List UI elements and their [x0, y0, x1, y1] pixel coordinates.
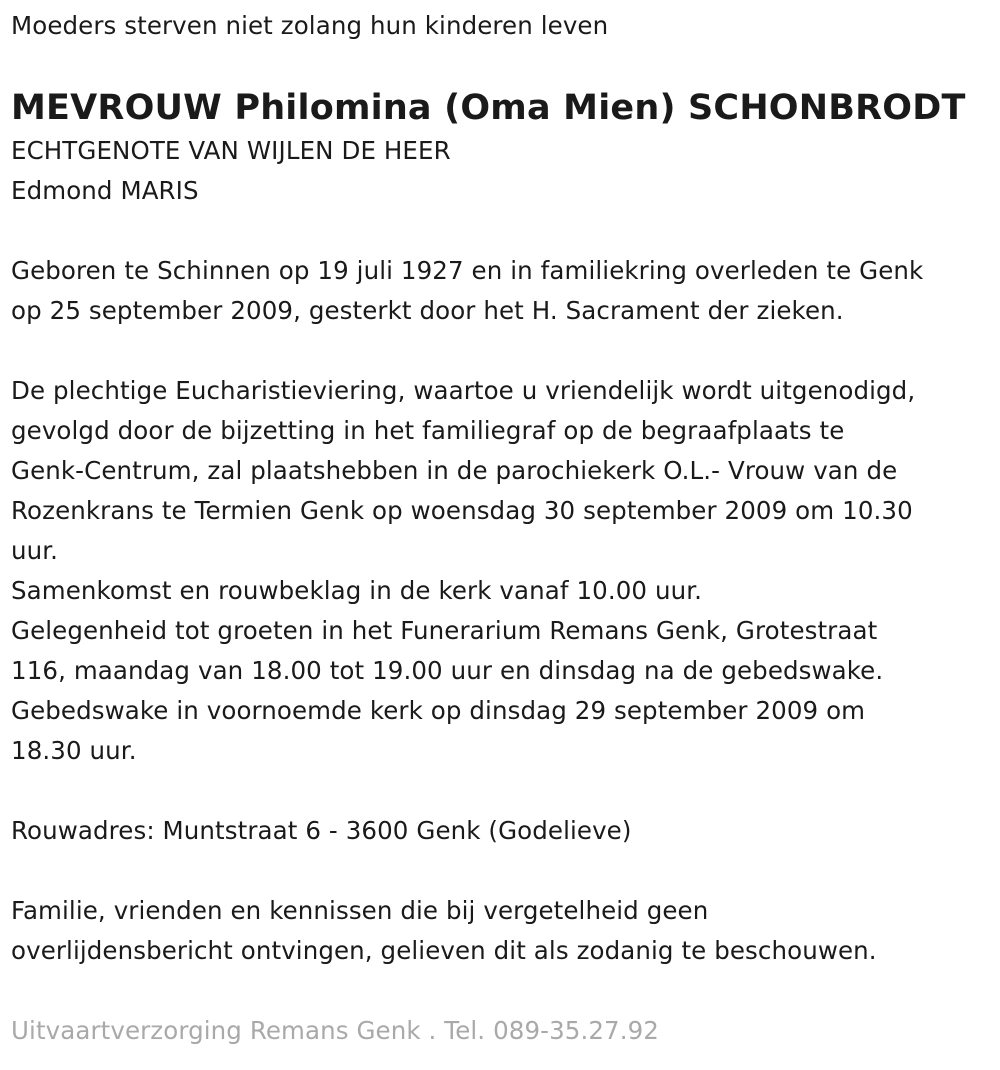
paragraph-line: De plechtige Eucharistieviering, waartoe u vriendelijk wordt uitgenodigd,: [11, 376, 916, 405]
paragraph-line: uur.: [11, 536, 59, 565]
ceremony-paragraph: [11, 371, 1000, 771]
motto: Moeders sterven niet zolang hun kinderen leven: [11, 11, 609, 40]
spacer: [11, 211, 1000, 251]
paragraph-line: gevolgd door de bijzetting in het familiegraf op de begraafplaats te: [11, 416, 845, 445]
spouse-name: Edmond MARIS: [11, 176, 199, 205]
spouse-title: ECHTGENOTE VAN WIJLEN DE HEER: [11, 136, 451, 165]
paragraph-line: op 25 september 2009, gesterkt door het H. Sacrament der zieken.: [11, 296, 844, 325]
paragraph-line: 116, maandag van 18.00 tot 19.00 uur en dinsdag na de gebedswake.: [11, 656, 884, 685]
paragraph-line: Rozenkrans te Termien Genk op woensdag 30 september 2009 om 10.30: [11, 496, 913, 525]
paragraph-line: Gebedswake in voornoemde kerk op dinsdag 29 september 2009 om: [11, 696, 866, 725]
spacer: [11, 971, 1000, 1011]
notice-paragraph: [11, 891, 1000, 971]
paragraph-line: Familie, vrienden en kennissen die bij vergetelheid geen: [11, 896, 709, 925]
paragraph-line: Geboren te Schinnen op 19 juli 1927 en in familiekring overleden te Genk: [11, 256, 924, 285]
paragraph-line: 18.30 uur.: [11, 736, 137, 765]
spacer: [11, 851, 1000, 891]
funeral-home-footer: Uitvaartverzorging Remans Genk . Tel. 089-35.27.92: [11, 1016, 659, 1045]
birth-death-paragraph: [11, 251, 1000, 331]
paragraph-line: Gelegenheid tot groeten in het Funerarium Remans Genk, Grotestraat: [11, 616, 878, 645]
spacer: [11, 771, 1000, 811]
paragraph-line: overlijdensbericht ontvingen, gelieven dit als zodanig te beschouwen.: [11, 936, 877, 965]
paragraph-line: Samenkomst en rouwbeklag in de kerk vanaf 10.00 uur.: [11, 576, 703, 605]
deceased-name: MEVROUW Philomina (Oma Mien) SCHONBRODT: [11, 88, 966, 128]
mourning-address: Rouwadres: Muntstraat 6 - 3600 Genk (Godelieve): [11, 816, 632, 845]
paragraph-line: Genk-Centrum, zal plaatshebben in de parochiekerk O.L.- Vrouw van de: [11, 456, 898, 485]
spacer: [11, 331, 1000, 371]
